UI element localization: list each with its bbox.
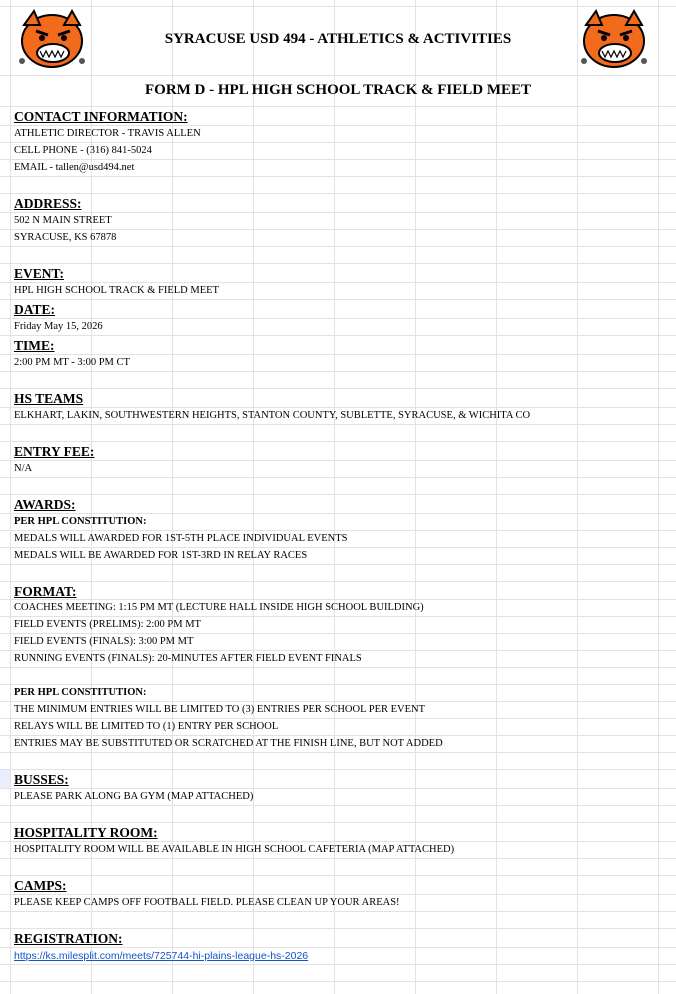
format-line-7: ENTRIES MAY BE SUBSTITUTED OR SCRATCHED AT THE FINISH LINE, BUT NOT ADDED bbox=[14, 738, 443, 749]
format-line-3: FIELD EVENTS (FINALS): 3:00 PM MT bbox=[14, 636, 194, 647]
format-line-1: COACHES MEETING: 1:15 PM MT (LECTURE HALL INSIDE HIGH SCHOOL BUILDING) bbox=[14, 602, 424, 613]
registration-link[interactable]: https://ks.milesplit.com/meets/725744-hi-plains-league-hs-2026 bbox=[14, 950, 309, 962]
event-value: HPL HIGH SCHOOL TRACK & FIELD MEET bbox=[14, 285, 219, 296]
address-line-1: 502 N MAIN STREET bbox=[14, 215, 112, 226]
hospitality-value: HOSPITALITY ROOM WILL BE AVAILABLE IN HIGH SCHOOL CAFETERIA (MAP ATTACHED) bbox=[14, 844, 455, 855]
format-line-4: RUNNING EVENTS (FINALS): 20-MINUTES AFTER FIELD EVENT FINALS bbox=[14, 653, 362, 664]
time-value: 2:00 PM MT - 3:00 PM CT bbox=[14, 357, 130, 368]
contact-heading: CONTACT INFORMATION: bbox=[14, 109, 188, 124]
address-heading: ADDRESS: bbox=[14, 196, 82, 211]
registration-link-cell bbox=[14, 950, 308, 963]
address-line-2: SYRACUSE, KS 67878 bbox=[14, 232, 117, 243]
awards-line-1: MEDALS WILL AWARDED FOR 1ST-5TH PLACE INDIVIDUAL EVENTS bbox=[14, 533, 348, 544]
registration-heading: REGISTRATION: bbox=[14, 931, 123, 946]
cell-phone: CELL PHONE - (316) 841-5024 bbox=[14, 145, 152, 156]
camps-heading: CAMPS: bbox=[14, 878, 67, 893]
format-heading: FORMAT: bbox=[14, 584, 77, 599]
email: EMAIL - tallen@usd494.net bbox=[14, 162, 135, 173]
date-heading: DATE: bbox=[14, 302, 56, 317]
busses-value: PLEASE PARK ALONG BA GYM (MAP ATTACHED) bbox=[14, 791, 254, 802]
entry-fee-value: N/A bbox=[14, 463, 33, 474]
row-selection-indicator bbox=[0, 770, 10, 788]
page-title: SYRACUSE USD 494 - ATHLETICS & ACTIVITIES bbox=[164, 31, 512, 47]
form-title: FORM D - HPL HIGH SCHOOL TRACK & FIELD MEET bbox=[144, 82, 531, 98]
awards-subheading: PER HPL CONSTITUTION: bbox=[14, 516, 147, 527]
camps-value: PLEASE KEEP CAMPS OFF FOOTBALL FIELD. PLEASE CLEAN UP YOUR AREAS! bbox=[14, 897, 400, 908]
format-line-6: RELAYS WILL BE LIMITED TO (1) ENTRY PER SCHOOL bbox=[14, 721, 279, 732]
busses-heading: BUSSES: bbox=[14, 772, 69, 787]
bulldog-mascot-icon bbox=[12, 5, 92, 75]
teams-heading: HS TEAMS bbox=[14, 391, 84, 406]
event-heading: EVENT: bbox=[14, 266, 65, 281]
format-line-5: THE MINIMUM ENTRIES WILL BE LIMITED TO (3) ENTRIES PER SCHOOL PER EVENT bbox=[14, 704, 426, 715]
awards-heading: AWARDS: bbox=[14, 497, 76, 512]
hospitality-heading: HOSPITALITY ROOM: bbox=[14, 825, 158, 840]
awards-line-2: MEDALS WILL BE AWARDED FOR 1ST-3RD IN RELAY RACES bbox=[14, 550, 308, 561]
teams-value: ELKHART, LAKIN, SOUTHWESTERN HEIGHTS, STANTON COUNTY, SUBLETTE, SYRACUSE, & WICHITA CO bbox=[14, 410, 531, 421]
format-line-2: FIELD EVENTS (PRELIMS): 2:00 PM MT bbox=[14, 619, 201, 630]
bulldog-mascot-icon bbox=[574, 5, 654, 75]
date-value: Friday May 15, 2026 bbox=[14, 321, 103, 332]
entry-fee-heading: ENTRY FEE: bbox=[14, 444, 95, 459]
time-heading: TIME: bbox=[14, 338, 55, 353]
format-subheading: PER HPL CONSTITUTION: bbox=[14, 687, 147, 698]
athletic-director: ATHLETIC DIRECTOR - TRAVIS ALLEN bbox=[14, 128, 201, 139]
